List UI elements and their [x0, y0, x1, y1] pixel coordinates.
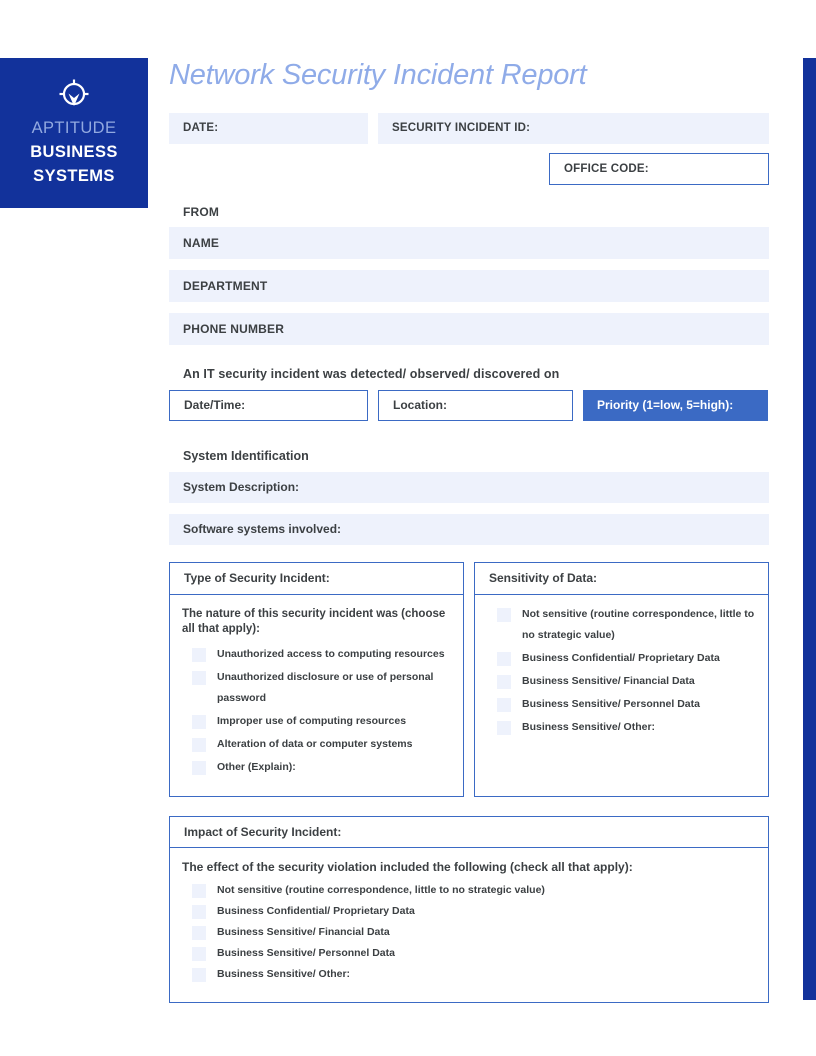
security-incident-id-field[interactable]: SECURITY INCIDENT ID: — [378, 113, 769, 144]
checkbox-row[interactable] — [182, 760, 451, 778]
checkbox-label: Not sensitive (routine correspondence, little to no strategic value) — [522, 608, 755, 641]
checkbox-row[interactable] — [182, 946, 756, 961]
detection-fields-row — [169, 390, 769, 421]
sensitivity-panel-header: Sensitivity of Data: — [475, 563, 768, 595]
checkbox-icon[interactable] — [192, 884, 206, 898]
brand-block — [0, 58, 148, 208]
header-fields-row — [169, 113, 769, 144]
checkbox-icon[interactable] — [192, 947, 206, 961]
checkbox-row[interactable] — [182, 883, 756, 898]
checkbox-icon[interactable] — [192, 905, 206, 919]
checkbox-row[interactable] — [182, 670, 451, 709]
impact-panel-header: Impact of Security Incident: — [170, 817, 768, 848]
checkbox-row[interactable] — [487, 651, 756, 669]
checkbox-label: Business Confidential/ Proprietary Data — [217, 905, 415, 917]
checkbox-label: Business Confidential/ Proprietary Data — [522, 652, 720, 664]
checkbox-label: Business Sensitive/ Other: — [217, 968, 351, 980]
checkbox-icon[interactable] — [497, 652, 511, 666]
from-heading: FROM — [183, 205, 220, 219]
spacer — [573, 390, 583, 421]
impact-of-security-incident-panel — [169, 816, 769, 1003]
checkbox-icon[interactable] — [192, 671, 206, 685]
office-code-row — [169, 153, 769, 185]
type-panel-body — [170, 595, 463, 778]
office-code-field[interactable]: OFFICE CODE: — [549, 153, 769, 185]
checkbox-label: Unauthorized disclosure or use of personal password — [217, 671, 434, 704]
checkbox-icon[interactable] — [192, 738, 206, 752]
page-title: Network Security Incident Report — [169, 59, 587, 91]
checkbox-row[interactable] — [182, 967, 756, 982]
date-field[interactable]: DATE: — [169, 113, 368, 144]
brand-name-line-1: APTITUDE — [31, 119, 117, 137]
checkbox-label: Unauthorized access to computing resources — [217, 648, 445, 660]
checkbox-row[interactable] — [487, 607, 756, 646]
phone-number-field[interactable]: PHONE NUMBER — [169, 313, 769, 345]
incident-detail-panels — [169, 562, 769, 797]
checkbox-label: Business Sensitive/ Other: — [522, 721, 656, 733]
checkbox-icon[interactable] — [192, 761, 206, 775]
sensitivity-of-data-panel — [474, 562, 769, 797]
checkbox-label: Not sensitive (routine correspondence, little to no strategic value) — [217, 884, 545, 896]
brand-name-line-2: BUSINESS — [30, 143, 118, 161]
document-body — [169, 55, 769, 1003]
checkbox-label: Improper use of computing resources — [217, 715, 407, 727]
impact-panel-intro: The effect of the security violation included the following (check all that apply): — [182, 860, 633, 874]
sensitivity-panel-body — [475, 595, 768, 738]
department-field[interactable]: DEPARTMENT — [169, 270, 769, 302]
checkbox-icon[interactable] — [497, 698, 511, 712]
checkbox-icon[interactable] — [497, 721, 511, 735]
type-panel-header: Type of Security Incident: — [170, 563, 463, 595]
checkbox-label: Business Sensitive/ Personnel Data — [217, 947, 395, 959]
location-field[interactable]: Location: — [378, 390, 573, 421]
impact-panel-body — [170, 848, 768, 1002]
checkbox-icon[interactable] — [192, 926, 206, 940]
name-field[interactable]: NAME — [169, 227, 769, 259]
type-panel-intro: The nature of this security incident was (choose all that apply): — [182, 608, 446, 635]
checkbox-icon[interactable] — [192, 968, 206, 982]
checkbox-row[interactable] — [182, 737, 451, 755]
spacer — [368, 390, 378, 421]
checkbox-label: Alteration of data or computer systems — [217, 738, 413, 750]
datetime-field[interactable]: Date/Time: — [169, 390, 368, 421]
right-accent-bar — [803, 58, 816, 1000]
system-identification-heading: System Identification — [183, 449, 309, 463]
system-description-field[interactable]: System Description: — [169, 472, 769, 503]
checkbox-row[interactable] — [182, 925, 756, 940]
checkbox-icon[interactable] — [192, 648, 206, 662]
brand-name-line-3: SYSTEMS — [33, 167, 115, 185]
spacer — [368, 113, 378, 144]
checkbox-label: Business Sensitive/ Financial Data — [522, 675, 695, 687]
software-systems-field[interactable]: Software systems involved: — [169, 514, 769, 545]
checkbox-row[interactable] — [487, 674, 756, 692]
checkbox-label: Other (Explain): — [217, 761, 296, 773]
checkbox-row[interactable] — [487, 697, 756, 715]
checkbox-row[interactable] — [487, 720, 756, 738]
detection-heading: An IT security incident was detected/ observed/ discovered on — [183, 367, 560, 381]
checkbox-icon[interactable] — [192, 715, 206, 729]
spacer — [464, 562, 474, 797]
checkbox-row[interactable] — [182, 714, 451, 732]
checkbox-label: Business Sensitive/ Personnel Data — [522, 698, 700, 710]
checkbox-row[interactable] — [182, 904, 756, 919]
priority-field[interactable]: Priority (1=low, 5=high): — [583, 390, 768, 421]
crosshair-target-icon — [58, 78, 90, 110]
checkbox-icon[interactable] — [497, 675, 511, 689]
checkbox-label: Business Sensitive/ Financial Data — [217, 926, 390, 938]
checkbox-icon[interactable] — [497, 608, 511, 622]
type-of-security-incident-panel — [169, 562, 464, 797]
checkbox-row[interactable] — [182, 647, 451, 665]
